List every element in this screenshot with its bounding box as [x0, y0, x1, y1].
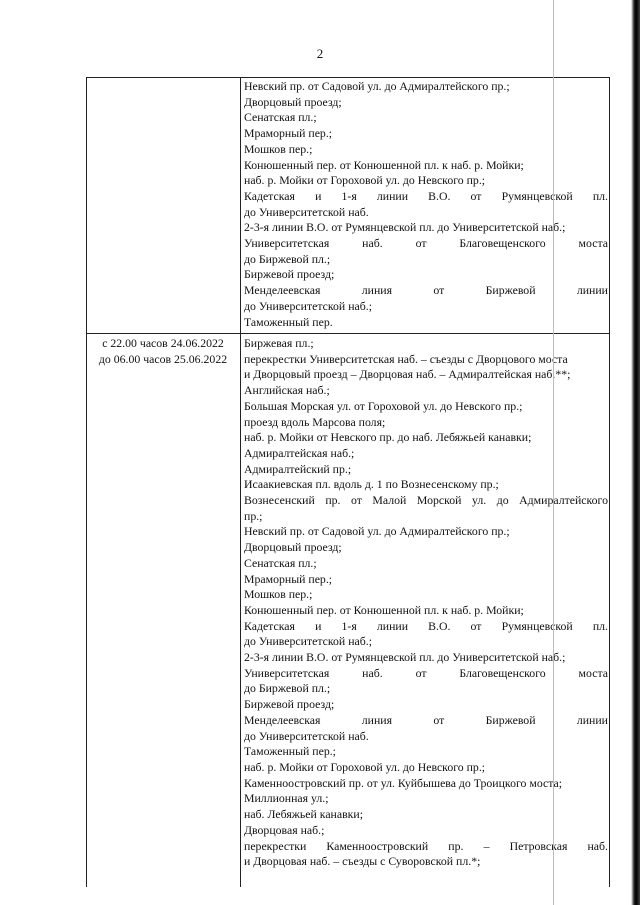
street-line: Английская наб.; — [244, 383, 330, 398]
street-line: наб. р. Мойки от Гороховой ул. до Невского пр.; — [244, 173, 486, 188]
time-range-line: с 22.00 часов 24.06.2022 — [102, 336, 224, 350]
street-line: Кадетская и 1-я линии В.О. от Румянцевской пл. — [244, 618, 608, 633]
street-line: Университетская наб. от Благовещенского моста — [244, 236, 608, 251]
street-line: Биржевая пл.; — [244, 336, 314, 350]
street-line: и Дворцовый проезд – Дворцовая наб. – Адмиралтейская наб.**; — [244, 367, 571, 382]
street-line: Сенатская пл.; — [244, 555, 317, 570]
street-line: до Биржевой пл.; — [244, 681, 331, 696]
street-line: Конюшенный пер. от Конюшенной пл. к наб. р. Мойки; — [244, 157, 524, 172]
street-line: Менделеевская линия от Биржевой линии — [244, 712, 608, 727]
street-line: Мошков пер.; — [244, 587, 313, 602]
street-line: Дворцовый проезд; — [244, 540, 342, 555]
street-line: Адмиралтейская наб.; — [244, 445, 355, 460]
street-line: Менделеевская линия от Биржевой линии — [244, 283, 608, 298]
street-line: и Дворцовая наб. – съезды с Суворовской пл.*; — [244, 854, 481, 869]
street-line: Миллионная ул.; — [244, 791, 329, 806]
street-line: 2-3-я линии В.О. от Румянцевской пл. до Университетской наб.; — [244, 220, 566, 235]
page-number: 2 — [316, 46, 324, 61]
street-line: Мраморный пер.; — [244, 126, 333, 141]
scan-edge-shadow — [631, 0, 640, 905]
street-line: Дворцовая наб.; — [244, 822, 325, 837]
column-divider — [240, 77, 241, 887]
street-line: Таможенный пер.; — [244, 744, 336, 759]
street-line: Биржевой проезд; — [244, 267, 335, 282]
street-line: Таможенный пер. — [244, 314, 333, 329]
street-line: до Университетской наб. — [244, 728, 369, 743]
street-line: Вознесенский пр. от Малой Морской ул. до Адмиралтейского — [244, 493, 608, 508]
street-line: перекрестки Университетская наб. – съезды с Дворцового моста — [244, 351, 568, 366]
street-line: наб. р. Мойки от Невского пр. до наб. Лебяжьей канавки; — [244, 430, 532, 445]
row-divider — [86, 333, 610, 334]
street-line: Большая Морская ул. от Гороховой ул. до Невского пр.; — [244, 398, 523, 413]
street-line: наб. Лебяжьей канавки; — [244, 807, 363, 822]
street-line: Адмиралтейский пр.; — [244, 461, 352, 476]
street-line: Невский пр. от Садовой ул. до Адмиралтейского пр.; — [244, 524, 510, 539]
street-line: до Университетской наб. — [244, 204, 369, 219]
street-line: Университетская наб. от Благовещенского моста — [244, 665, 608, 680]
street-line: Биржевой проезд; — [244, 697, 335, 712]
street-line: Конюшенный пер. от Конюшенной пл. к наб. р. Мойки; — [244, 602, 524, 617]
street-line: Каменноостровский пр. от ул. Куйбышева до Троицкого моста; — [244, 775, 563, 790]
street-line: 2-3-я линии В.О. от Румянцевской пл. до Университетской наб.; — [244, 650, 566, 665]
street-line: Исаакиевская пл. вдоль д. 1 по Вознесенскому пр.; — [244, 477, 499, 492]
street-line: пр.; — [244, 508, 263, 523]
table-top-border — [86, 77, 610, 78]
street-line: наб. р. Мойки от Гороховой ул. до Невского пр.; — [244, 759, 486, 774]
street-line: Мраморный пер.; — [244, 571, 333, 586]
street-line: проезд вдоль Марсова поля; — [244, 414, 386, 429]
street-line: Сенатская пл.; — [244, 110, 317, 125]
street-line: Дворцовый проезд; — [244, 94, 342, 109]
row-2-time-cell — [87, 336, 239, 367]
street-line: до Университетской наб.; — [244, 634, 372, 649]
street-line: Кадетская и 1-я линии В.О. от Румянцевской пл. — [244, 188, 608, 203]
street-line: перекрестки Каменноостровский пр. – Петровская наб. — [244, 838, 608, 853]
scan-fold-line — [553, 0, 554, 905]
street-line: Мошков пер.; — [244, 141, 313, 156]
street-line: до Университетской наб.; — [244, 298, 372, 313]
street-line: Невский пр. от Садовой ул. до Адмиралтейского пр.; — [244, 79, 510, 93]
street-line: до Биржевой пл.; — [244, 251, 331, 266]
time-range-line: до 06.00 часов 25.06.2022 — [98, 351, 228, 366]
